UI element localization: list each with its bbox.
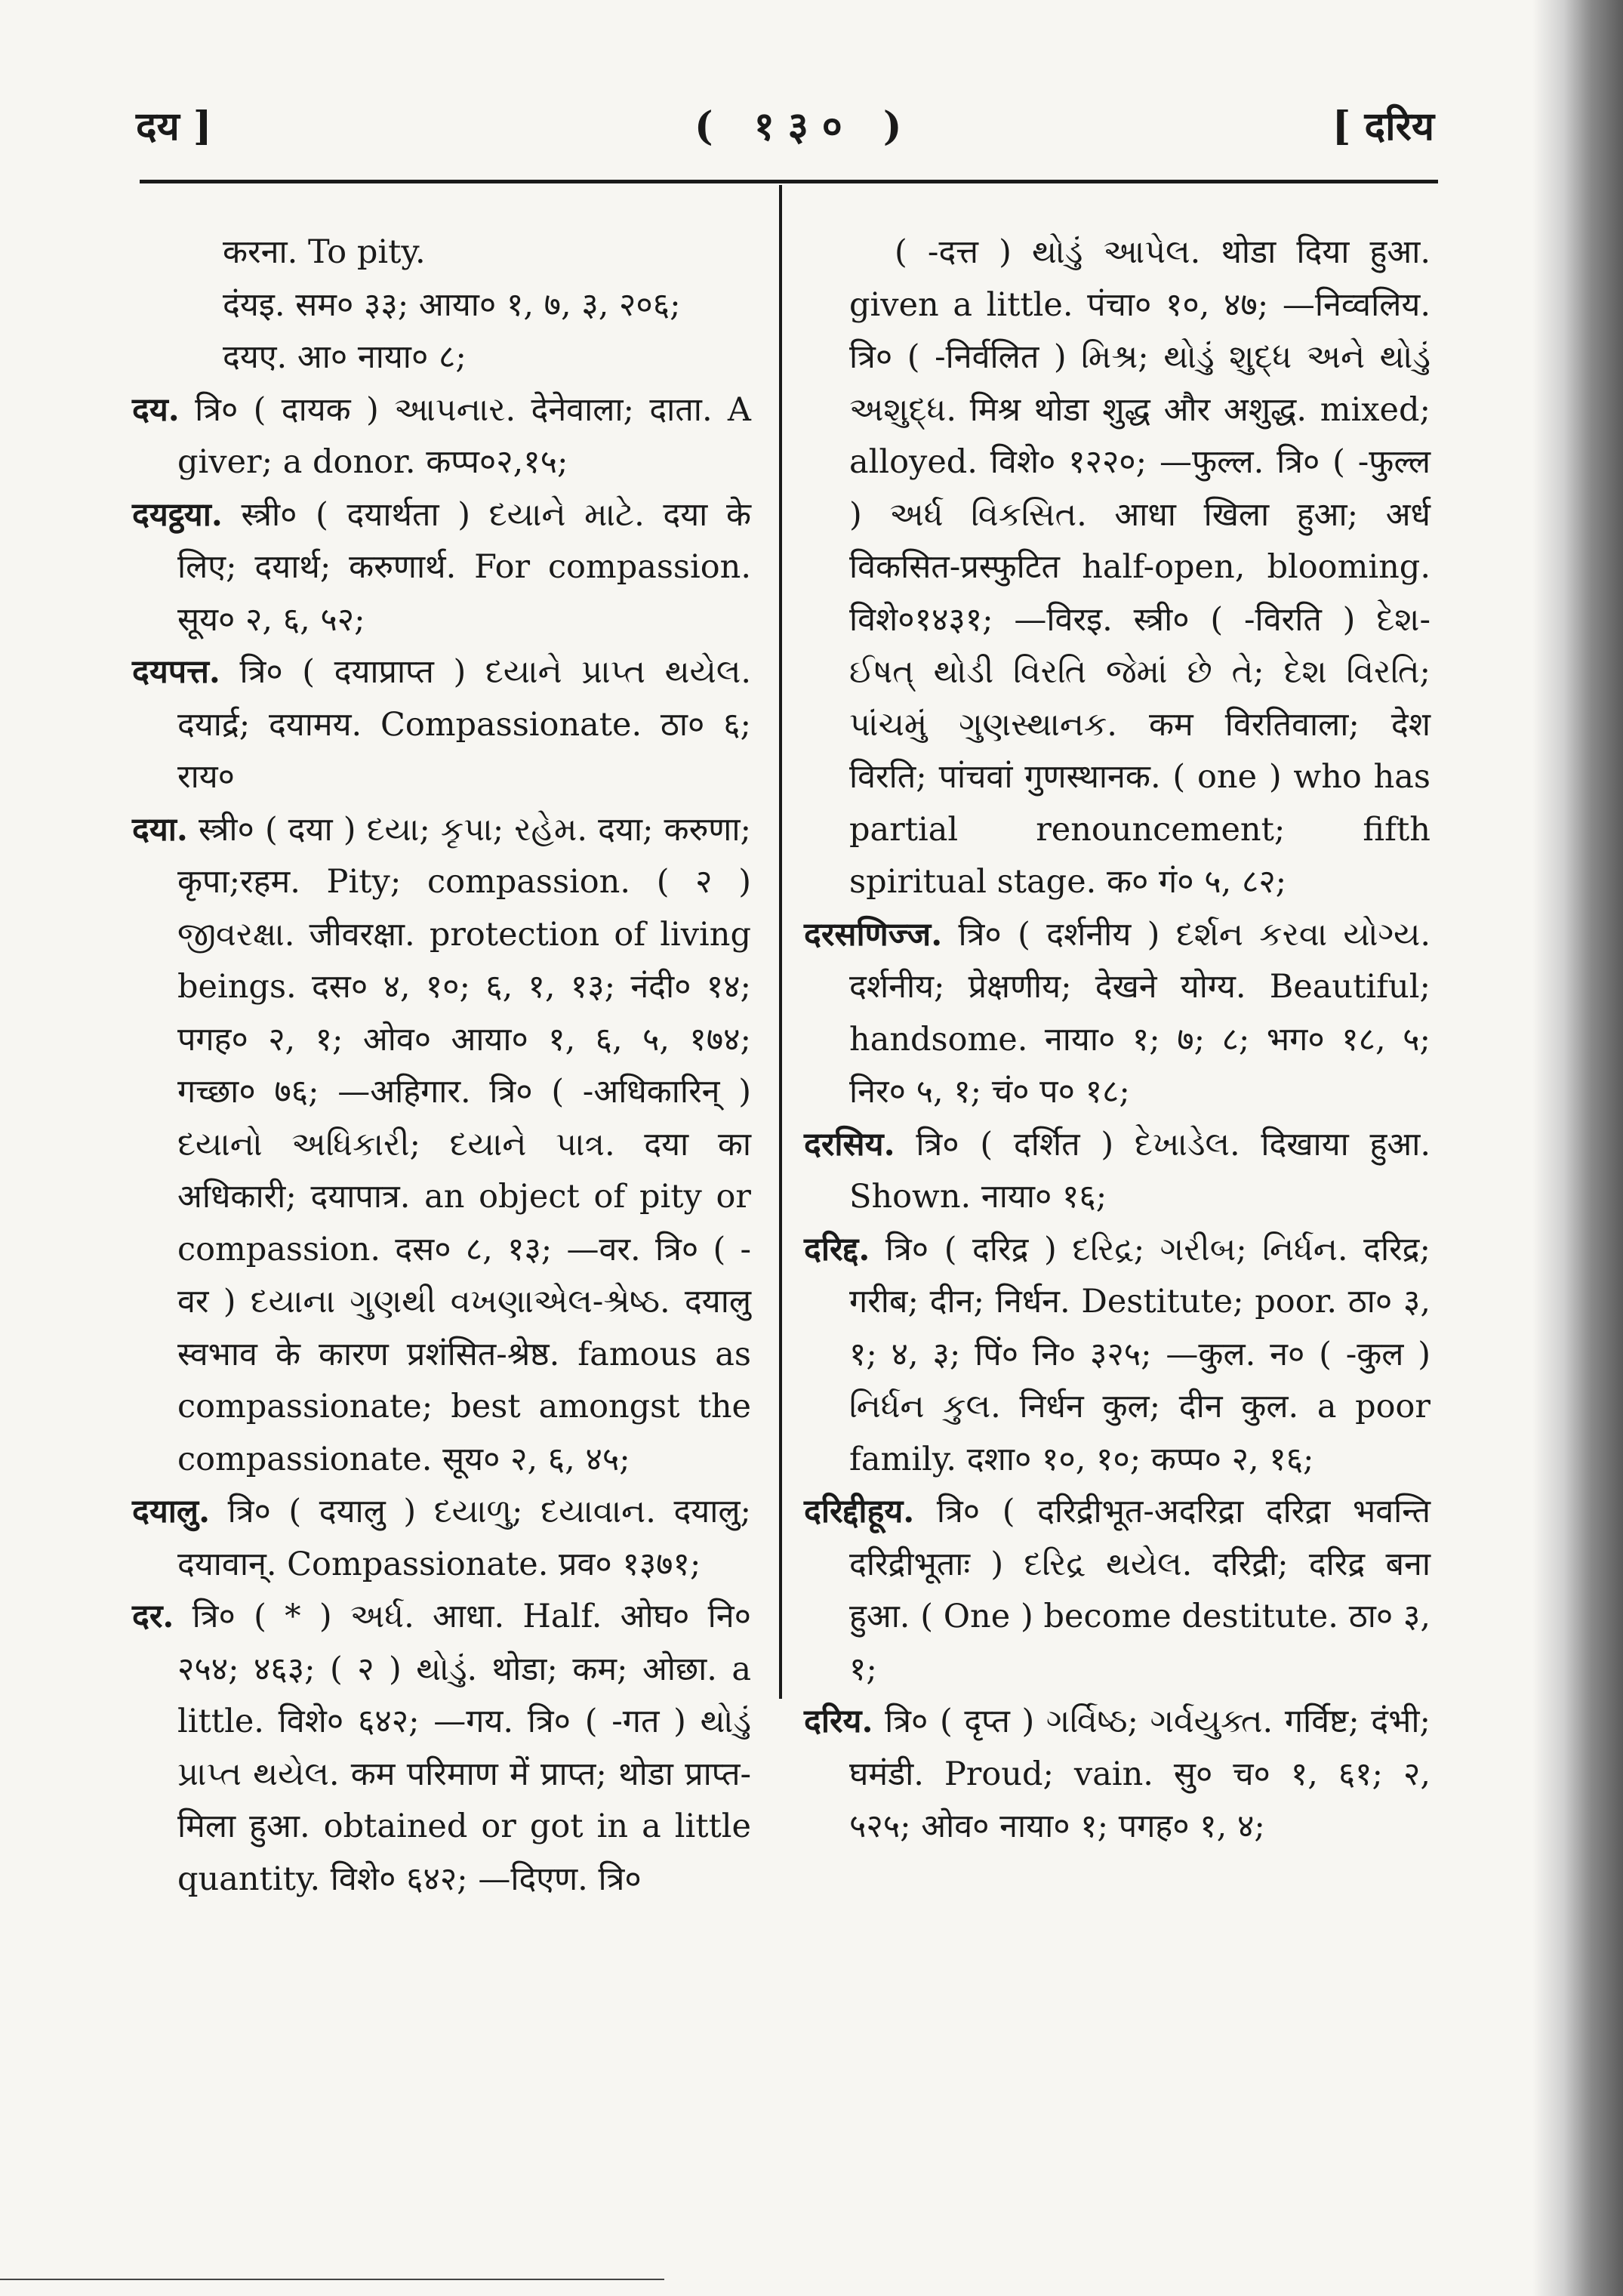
dictionary-entry [804,909,1431,1119]
entry-definition: दयए. आ० नाया० ८; [223,338,467,376]
entry-continuation [177,331,751,384]
column-divider [779,185,782,1699]
entry-headword: दय. [132,390,180,429]
entry-headword: दयट्ठया. [132,495,223,534]
dictionary-entry [804,1119,1431,1224]
dictionary-entry [132,1486,751,1591]
entry-definition: ( -दत्त ) થોડું આપેલ. थोडा दिया हुआ. given a little. पंचा० १०, ४७; —निव्वलिय. त्रि० ( -निर्वलित ) મિશ્ર; થોડું શુદ્ધ અને થોડું અશુદ્ધ. मिश्र थोडा शुद्ध और अशुद्ध. mixed; alloyed. विशे० १२२०; —फुल्ल. त्रि० ( -फुल्ल ) અર્ધ વિકસિત. आधा खिला हुआ; अर्ध विकसित-प्रस्फुटित half-open, blooming. विशे०१४३१; —विरइ. स्त्री० ( -विरति ) દેશ-ઈષત્ થોડી વિરતિ જેમાં છે તે; દેશ વિરતિ; પાંચમું ગુણસ્થાનક. कम विरतिवाला; देश विरति; पांचवां गुणस्थानक. ( one ) who has partial renouncement; fifth spiritual stage. क० गं० ५, ८२; [849,233,1431,901]
footer-rule [0,2279,664,2280]
entry-definition: त्रि० ( दयालु ) દયાળુ; દયાવાન. दयालु; दयावान्. Compassionate. प्रव० १३७१; [177,1493,751,1583]
page-header [136,98,1434,159]
entry-headword: दया. [132,810,188,849]
dictionary-entry [132,804,752,1487]
entry-definition: त्रि० ( दरिद्रीभूत-अदरिद्रा दरिद्रा भवन्ति दरिद्रीभूताः ) દરિદ્ર થયેલ. दरिद्री; दरिद्र बना हुआ. ( One ) become destitute. ठा० ३, १; [849,1493,1431,1688]
dictionary-entry [804,1486,1431,1696]
dictionary-entry [132,384,751,489]
entry-headword: दर. [132,1598,174,1635]
entry-headword: दरिद्द. [804,1230,870,1268]
entry-continuation [177,279,751,332]
dictionary-entry [804,1696,1431,1854]
entry-definition: त्रि० ( दर्शनीय ) દર્શન કરવા યોગ્ય. दर्शनीय; प्रेक्षणीय; देखने योग्य. Beautiful; handsome. नाया० १; ७; ८; भग० १८, ५; निर० ५, १; चं० प० १८; [849,915,1431,1111]
entry-definition: त्रि० ( दृप्त ) ગર્વિષ્ઠ; ગર્વયુક્ત. गर्विष्ट; दंभी; घमंडी. Proud; vain. सु० च० १, ६१; २, ५२५; ओव० नाया० १; पगह० १, ४; [849,1703,1431,1845]
entry-continuation [849,227,1431,909]
entry-definition: स्त्री० ( दया ) દયા; કૃપા; રહેમ. दया; करुणा; कृपा;रहम. Pity; compassion. ( २ ) જીવરક્ષા. जीवरक्षा. protection of living beings. दस० ४, १०; ६, १, १३; नंदी० १४; पगह० २, १; ओव० आया० १, ६, ५, १७४; गच्छा० ७६; —अहिगार. त्रि० ( -अधिकारिन् ) દયાનો અધિકારી; દયાને પાત્ર. दया का अधिकारी; दयापात्र. an object of pity or compassion. दस० ८, १३; —वर. त्रि० ( -वर ) દયાના ગુણથી વખણાએલ-શ્રેષ્ઠ. दयालु स्वभाव के कारण प्रशंसित-श्रेष्ठ. famous as compassionate; best amongst the compassionate. सूय० २, ६, ४५; [177,810,752,1478]
entry-headword: दरसणिज्ज. [804,915,943,954]
dictionary-entry [132,489,751,647]
header-left-guideword: दय ] [136,103,212,149]
entry-definition: त्रि० ( * ) અર્ધ. आधा. Half. ओघ० नि० २५४; ४६३; ( २ ) થોડું. थोडा; कम; ओछा. a little. विशे० ६४२; —गय. त्रि० ( -गत ) થોડું પ્રાપ્ત થયેલ. कम परिमाण में प्राप्त; थोडा प्राप्त-मिला हुआ. obtained or got in a little quantity. विशे० ६४२; —दिएण. त्रि० [177,1598,751,1898]
entry-headword: दरसिय. [804,1125,895,1163]
entry-definition: करना. To pity. [223,233,426,271]
left-column [132,227,751,1906]
scan-binding-shadow [1532,0,1623,2296]
header-right-guideword: [ दरिय [1332,103,1434,149]
entry-headword: दरिय. [804,1703,873,1740]
dictionary-entry [132,1591,751,1906]
entry-definition: त्रि० ( दायक ) આપનાર. देनेवाला; दाता. A giver; a donor. कप्प०२,१५; [177,390,751,481]
entry-headword: दयालु. [132,1493,211,1530]
entry-definition: त्रि० ( दर्शित ) દેખાડેલ. दिखाया हुआ. Shown. नाया० १६; [849,1125,1431,1216]
entry-definition: त्रि० ( दयाप्राप्त ) દયાને પ્રાપ્ત થયેલ. दयार्द्र; दयामय. Compassionate. ठा० ६; राय० [177,653,751,796]
entry-definition: दंयइ. सम० ३३; आया० १, ७, ३, २०६; [223,285,681,324]
dictionary-entry [132,646,751,804]
right-column [804,227,1431,1854]
entry-headword: दरिद्दीहूय. [804,1493,915,1530]
entry-definition: त्रि० ( दरिद्र ) દરિદ્ર; ગરીબ; નિર્ધન. दरिद्र; गरीब; दीन; निर्धन. Destitute; poor. ठा० ३, १; ४, ३; पिं० नि० ३२५; —कुल. न० ( -कुल ) નિર્ધન કુલ. निर्धन कुल; दीन कुल. a poor family. दशा० १०, १०; कप्प० २, १६; [849,1230,1431,1478]
entry-continuation [177,227,751,279]
entry-definition: स्त्री० ( दयार्थता ) દયાને માટે. दया के लिए; दयार्थ; करुणार्थ. For compassion. सूय० २, ६, ५२; [177,495,751,639]
header-rule [140,180,1438,183]
dictionary-entry [804,1224,1431,1487]
page-number: ( १३० ) [694,103,916,149]
entry-headword: दयपत्त. [132,653,220,691]
